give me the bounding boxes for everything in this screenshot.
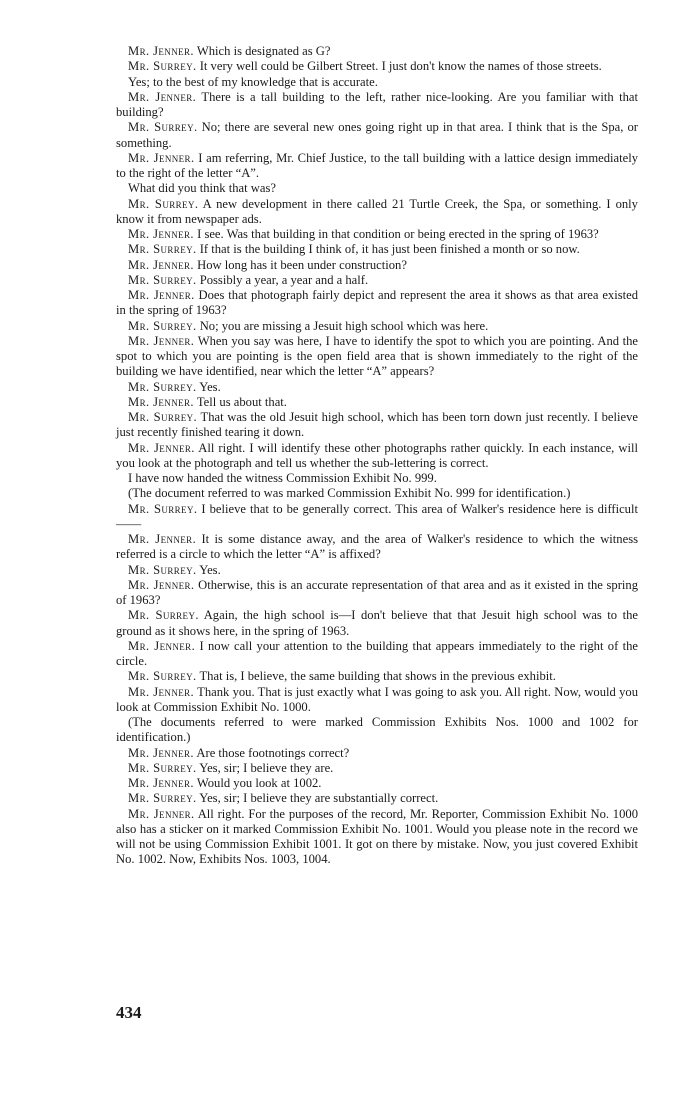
speaker-name: Mr. Jenner. [128,745,194,760]
page-number: 434 [116,1003,142,1022]
speaker-name: Mr. Surrey. [128,196,199,211]
paragraph-text: Thank you. That is just exactly what I was going to ask you. All right. Now, would you look at Commission Exhibit No. 1000. [116,684,638,714]
testimony-paragraph [116,608,638,639]
paragraph-text: All right. I will identify these other photographs rather quickly. In each instance, will you look at the photograph and tell us whether the sub-lettering is correct. [116,440,638,470]
paragraph-text: When you say was here, I have to identify the spot to which you are pointing. And the spot to which you are pointing is the open field area that is shown immediately to the right of the building we have identified, near which the letter “A” appears? [116,333,638,379]
paragraph-text: Yes. [196,562,221,577]
testimony-paragraph [116,120,638,151]
paragraph-text: What did you think that was? [128,181,276,196]
testimony-paragraph [116,776,638,791]
speaker-name: Mr. Jenner. [128,150,195,165]
speaker-name: Mr. Jenner. [128,288,195,302]
paragraph-text: No; you are missing a Jesuit high school which was here. [196,318,489,333]
paragraph-text: Again, the high school is—I don't believe that that Jesuit high school was to the ground as it shows here, in the spring of 1963. [116,608,638,638]
paragraph-text: I believe that to be generally correct. This area of Walker's residence here is difficult—— [116,501,638,531]
speaker-name: Mr. Surrey. [128,669,197,684]
paragraph-text: It very well could be Gilbert Street. I just don't know the names of those streets. [196,59,602,74]
testimony-paragraph [116,807,638,868]
testimony-paragraph [116,685,638,716]
speaker-name: Mr. Jenner. [128,89,197,104]
speaker-name: Mr. Surrey. [128,501,198,516]
paragraph-text: (The documents referred to were marked Commission Exhibits Nos. 1000 and 1002 for identification.) [116,715,638,745]
speaker-name: Mr. Jenner. [128,333,195,348]
speaker-name: Mr. Surrey. [128,562,197,577]
testimony-paragraph [116,532,638,563]
testimony-paragraph [116,334,638,380]
testimony-paragraph [116,791,638,806]
speaker-name: Mr. Jenner. [128,44,194,58]
speaker-name: Mr. Jenner. [128,806,195,821]
testimony-paragraph [116,486,638,501]
testimony-paragraph [116,563,638,578]
speaker-name: Mr. Jenner. [128,227,194,241]
speaker-name: Mr. Jenner. [128,577,195,592]
paragraph-text: (The document referred to was marked Commission Exhibit No. 999 for identification.) [128,486,571,501]
paragraph-text: It is some distance away, and the area of Walker's residence to which the witness referred is a circle to which the letter “A” is affixed? [116,532,638,562]
testimony-paragraph [116,746,638,761]
paragraph-text: Are those footnotings correct? [193,745,350,760]
speaker-name: Mr. Surrey. [128,791,197,806]
testimony-paragraph [116,242,638,257]
testimony-paragraph [116,715,638,746]
testimony-paragraph [116,59,638,74]
testimony-paragraph [116,471,638,486]
paragraph-text: Possibly a year, a year and a half. [196,272,369,287]
speaker-name: Mr. Surrey. [128,608,199,623]
paragraph-text: Would you look at 1002. [193,776,322,790]
testimony-paragraph [116,669,638,684]
paragraph-text: I now call your attention to the building that appears immediately to the right of the circle. [116,638,638,668]
testimony-paragraph [116,441,638,472]
paragraph-text: Which is designated as G? [193,44,331,58]
paragraph-text: That was the old Jesuit high school, which has been torn down just recently. I believe just recently finished tearing it down. [116,410,638,440]
paragraph-text: Yes, sir; I believe they are substantially correct. [196,791,439,806]
speaker-name: Mr. Jenner. [128,776,194,790]
speaker-name: Mr. Jenner. [128,440,195,455]
testimony-paragraph [116,273,638,288]
paragraph-text: There is a tall building to the left, rather nice-looking. Are you familiar with that building? [116,89,638,119]
testimony-paragraph [116,197,638,228]
testimony-paragraph [116,578,638,609]
speaker-name: Mr. Surrey. [128,59,197,74]
testimony-paragraph [116,395,638,410]
speaker-name: Mr. Surrey. [128,379,197,394]
testimony-paragraph [116,75,638,90]
paragraph-text: Yes; to the best of my knowledge that is accurate. [128,74,378,89]
paragraph-text: I have now handed the witness Commission Exhibit No. 999. [128,471,437,485]
testimony-body [116,44,638,868]
paragraph-text: Otherwise, this is an accurate representation of that area and as it existed in the spring of 1963? [116,577,638,607]
paragraph-text: I see. Was that building in that condition or being erected in the spring of 1963? [193,227,599,241]
paragraph-text: Tell us about that. [193,394,287,409]
testimony-paragraph [116,227,638,242]
paragraph-text: That is, I believe, the same building that shows in the previous exhibit. [196,669,556,684]
paragraph-text: I am referring, Mr. Chief Justice, to the tall building with a lattice design immediately to the right of the letter “A”. [116,150,638,180]
paragraph-text: A new development in there called 21 Turtle Creek, the Spa, or something. I only know it from newspaper ads. [116,196,638,226]
testimony-paragraph [116,380,638,395]
testimony-paragraph [116,410,638,441]
speaker-name: Mr. Surrey. [128,242,197,257]
speaker-name: Mr. Jenner. [128,394,194,409]
paragraph-text: Yes, sir; I believe they are. [196,760,334,775]
testimony-paragraph [116,288,638,319]
speaker-name: Mr. Surrey. [128,410,198,424]
speaker-name: Mr. Surrey. [128,120,198,135]
testimony-paragraph [116,90,638,121]
paragraph-text: No; there are several new ones going right up in that area. I think that is the Spa, or something. [116,120,638,150]
speaker-name: Mr. Surrey. [128,760,197,775]
testimony-paragraph [116,151,638,182]
paragraph-text: All right. For the purposes of the record, Mr. Reporter, Commission Exhibit No. 1000 also has a sticker on it marked Commission Exhibit No. 1001. Would you please note in the record we will not be using Commission Exhibit 1001. It got on there by mistake. Now, you just covered Exhibit No. 1002. Now, Exhibits Nos. 1003, 1004. [116,806,638,867]
paragraph-text: How long has it been under construction? [193,257,407,272]
testimony-paragraph [116,258,638,273]
speaker-name: Mr. Jenner. [128,684,195,699]
testimony-paragraph [116,639,638,670]
testimony-paragraph [116,502,638,533]
speaker-name: Mr. Jenner. [128,257,194,272]
speaker-name: Mr. Surrey. [128,272,197,287]
speaker-name: Mr. Jenner. [128,638,196,653]
testimony-paragraph [116,319,638,334]
testimony-paragraph [116,181,638,196]
paragraph-text: If that is the building I think of, it has just been finished a month or so now. [196,242,580,257]
paragraph-text: Yes. [196,379,221,394]
testimony-paragraph [116,44,638,59]
paragraph-text: Does that photograph fairly depict and represent the area it shows as that area existed in the spring of 1963? [116,288,639,318]
speaker-name: Mr. Surrey. [128,318,197,333]
testimony-paragraph [116,761,638,776]
speaker-name: Mr. Jenner. [128,532,197,546]
